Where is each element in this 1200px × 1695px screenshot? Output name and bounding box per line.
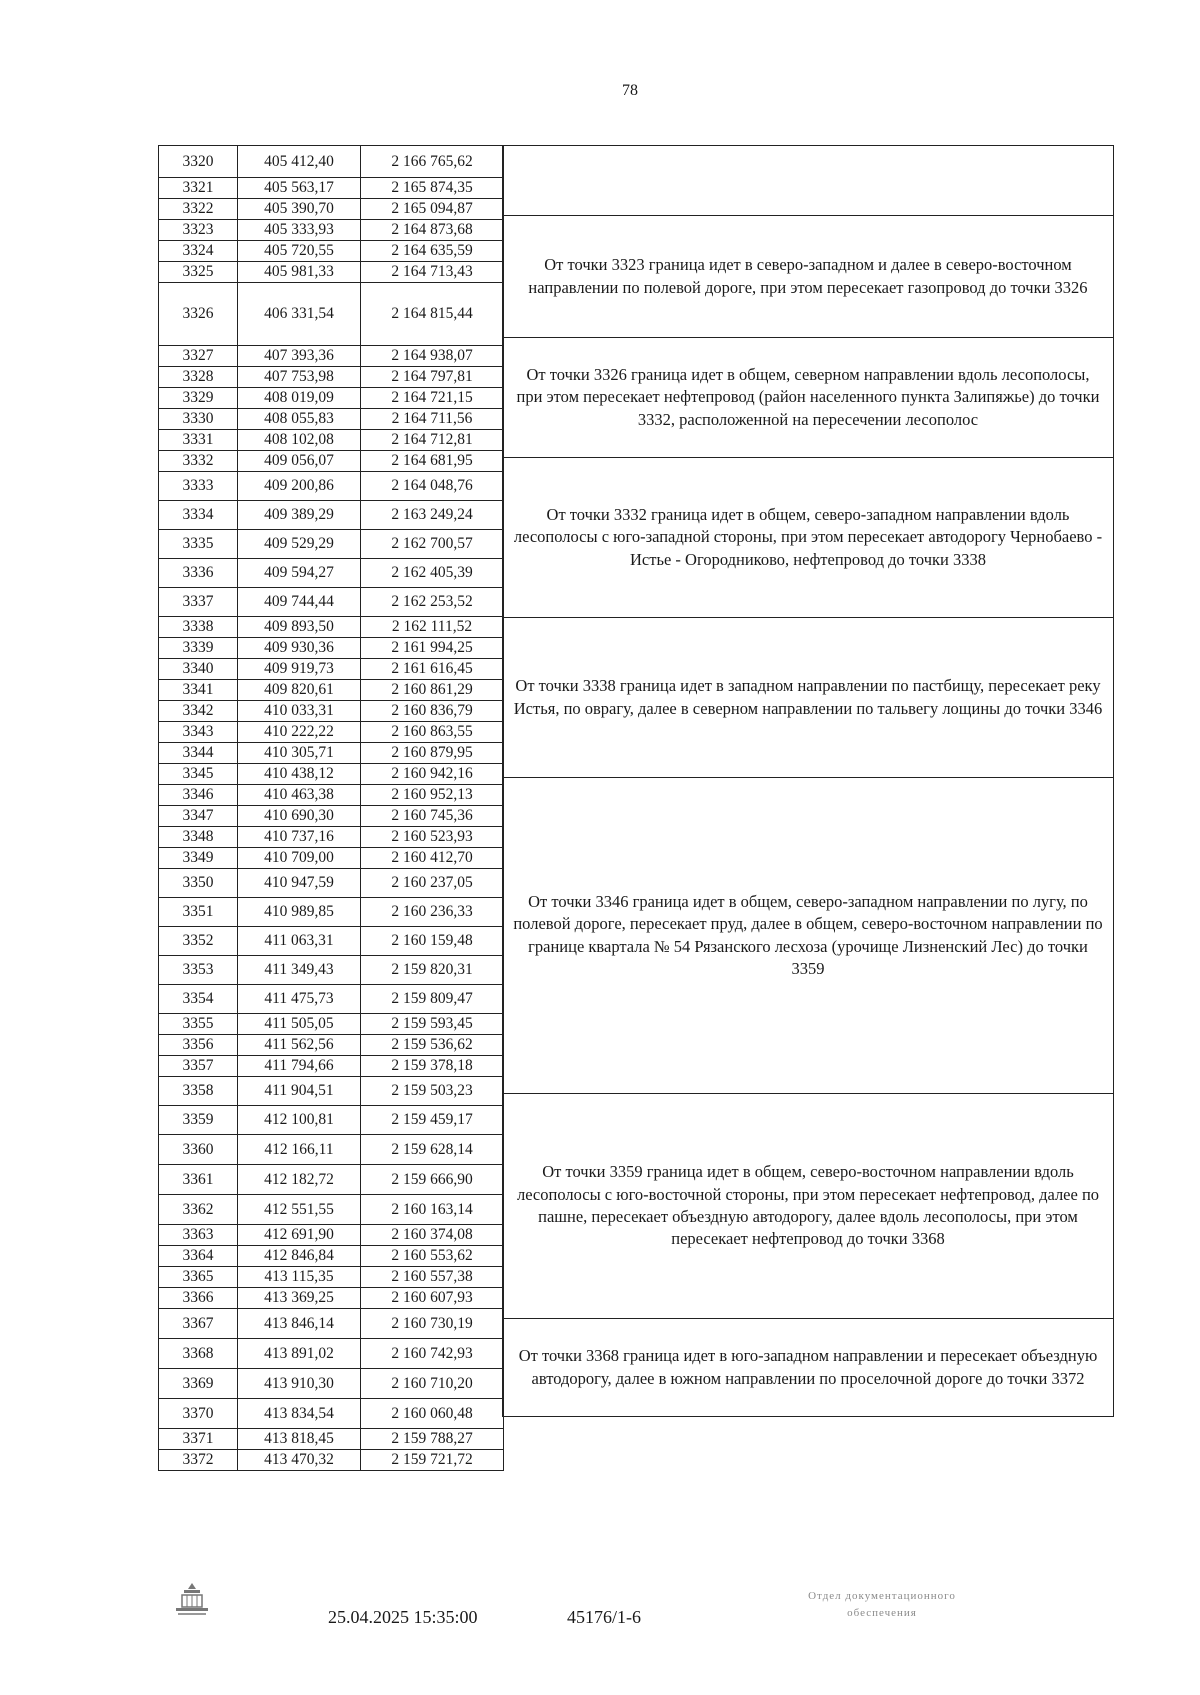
- table-row: [159, 806, 504, 827]
- coordinate-y: 2 164 048,76: [361, 472, 504, 501]
- table-row: [159, 220, 504, 241]
- coordinate-x: 409 200,86: [238, 472, 361, 501]
- table-row: [159, 638, 504, 659]
- point-number: 3366: [159, 1288, 238, 1309]
- table-row: [159, 1165, 504, 1195]
- boundary-description: От точки 3359 граница идет в общем, северо-восточном направлении вдоль лесополосы с юго-восточной стороны, при этом пересекает нефтепровод, далее по пашне, пересекает объездную автодорогу, далее вдоль лесополосы, при этом пересекает нефтепровод до точки 3368: [502, 1094, 1114, 1319]
- point-number: 3326: [159, 283, 238, 346]
- coordinate-y: 2 165 094,87: [361, 199, 504, 220]
- coordinate-x: 410 989,85: [238, 898, 361, 927]
- coordinate-x: 408 019,09: [238, 388, 361, 409]
- coordinate-x: 409 389,29: [238, 501, 361, 530]
- coordinate-x: 410 709,00: [238, 848, 361, 869]
- point-number: 3333: [159, 472, 238, 501]
- point-number: 3359: [159, 1106, 238, 1135]
- coordinate-x: 408 102,08: [238, 430, 361, 451]
- coordinate-y: 2 159 809,47: [361, 985, 504, 1014]
- table-row: [159, 659, 504, 680]
- coordinate-x: 410 305,71: [238, 743, 361, 764]
- table-row: [159, 472, 504, 501]
- coordinate-x: 412 100,81: [238, 1106, 361, 1135]
- page-number: 78: [622, 82, 638, 99]
- coordinate-y: 2 160 236,33: [361, 898, 504, 927]
- point-number: 3351: [159, 898, 238, 927]
- coordinate-x: 413 834,54: [238, 1399, 361, 1429]
- point-number: 3364: [159, 1246, 238, 1267]
- table-row: [159, 199, 504, 220]
- point-number: 3323: [159, 220, 238, 241]
- table-row: [159, 1056, 504, 1077]
- table-row: [159, 898, 504, 927]
- coordinate-x: 413 891,02: [238, 1339, 361, 1369]
- coordinate-x: 409 594,27: [238, 559, 361, 588]
- point-number: 3363: [159, 1225, 238, 1246]
- footer-date: 25.04.2025 15:35:00: [328, 1607, 478, 1627]
- coordinate-x: 410 438,12: [238, 764, 361, 785]
- coordinate-y: 2 161 994,25: [361, 638, 504, 659]
- table-row: [159, 430, 504, 451]
- point-number: 3342: [159, 701, 238, 722]
- coordinate-y: 2 160 879,95: [361, 743, 504, 764]
- coordinate-y: 2 160 523,93: [361, 827, 504, 848]
- point-number: 3372: [159, 1450, 238, 1471]
- table-row: [159, 743, 504, 764]
- point-number: 3369: [159, 1369, 238, 1399]
- point-number: 3322: [159, 199, 238, 220]
- table-row: [159, 701, 504, 722]
- table-row: [159, 956, 504, 985]
- coordinate-y: 2 160 730,19: [361, 1309, 504, 1339]
- point-number: 3368: [159, 1339, 238, 1369]
- point-number: 3335: [159, 530, 238, 559]
- point-number: 3324: [159, 241, 238, 262]
- coordinate-y: 2 161 616,45: [361, 659, 504, 680]
- coordinate-y: 2 160 861,29: [361, 680, 504, 701]
- point-number: 3331: [159, 430, 238, 451]
- coordinate-x: 409 820,61: [238, 680, 361, 701]
- point-number: 3327: [159, 346, 238, 367]
- coordinate-x: 410 033,31: [238, 701, 361, 722]
- coordinate-y: 2 159 503,23: [361, 1077, 504, 1106]
- coordinate-y: 2 159 378,18: [361, 1056, 504, 1077]
- coordinate-y: 2 160 557,38: [361, 1267, 504, 1288]
- boundary-description: От точки 3338 граница идет в западном направлении по пастбищу, пересекает реку Истья, по оврагу, далее в северном направлении по тальвегу лощины до точки 3346: [502, 618, 1114, 778]
- organization-logo-icon: [170, 1580, 214, 1620]
- coordinate-y: 2 159 820,31: [361, 956, 504, 985]
- coordinate-x: 405 390,70: [238, 199, 361, 220]
- coordinate-x: 412 846,84: [238, 1246, 361, 1267]
- coordinate-x: 411 562,56: [238, 1035, 361, 1056]
- table-row: [159, 1225, 504, 1246]
- coordinate-y: 2 159 721,72: [361, 1450, 504, 1471]
- table-row: [159, 1369, 504, 1399]
- coordinate-y: 2 160 060,48: [361, 1399, 504, 1429]
- table-row: [159, 1288, 504, 1309]
- table-row: [159, 559, 504, 588]
- table-row: [159, 1035, 504, 1056]
- coordinate-x: 410 947,59: [238, 869, 361, 898]
- coordinate-x: 410 690,30: [238, 806, 361, 827]
- coordinate-x: 409 056,07: [238, 451, 361, 472]
- point-number: 3349: [159, 848, 238, 869]
- coordinate-x: 405 412,40: [238, 146, 361, 178]
- point-number: 3367: [159, 1309, 238, 1339]
- coordinate-y: 2 165 874,35: [361, 178, 504, 199]
- coordinate-y: 2 160 237,05: [361, 869, 504, 898]
- table-row: [159, 869, 504, 898]
- table-row: [159, 283, 504, 346]
- point-number: 3346: [159, 785, 238, 806]
- coordinate-x: 411 904,51: [238, 1077, 361, 1106]
- table-row: [159, 985, 504, 1014]
- coordinate-y: 2 159 536,62: [361, 1035, 504, 1056]
- point-number: 3336: [159, 559, 238, 588]
- coordinate-y: 2 162 111,52: [361, 617, 504, 638]
- coordinate-y: 2 160 412,70: [361, 848, 504, 869]
- point-number: 3371: [159, 1429, 238, 1450]
- point-number: 3343: [159, 722, 238, 743]
- point-number: 3330: [159, 409, 238, 430]
- table-row: [159, 346, 504, 367]
- coordinate-y: 2 160 163,14: [361, 1195, 504, 1225]
- coordinate-y: 2 159 459,17: [361, 1106, 504, 1135]
- table-row: [159, 1309, 504, 1339]
- coordinate-x: 409 529,29: [238, 530, 361, 559]
- coordinate-y: 2 164 635,59: [361, 241, 504, 262]
- coordinate-y: 2 166 765,62: [361, 146, 504, 178]
- table-row: [159, 785, 504, 806]
- coordinate-x: 413 470,32: [238, 1450, 361, 1471]
- coordinate-y: 2 160 836,79: [361, 701, 504, 722]
- point-number: 3354: [159, 985, 238, 1014]
- point-number: 3365: [159, 1267, 238, 1288]
- coordinate-x: 412 166,11: [238, 1135, 361, 1165]
- point-number: 3356: [159, 1035, 238, 1056]
- boundary-table: [158, 145, 1114, 1565]
- point-number: 3337: [159, 588, 238, 617]
- table-row: [159, 1450, 504, 1471]
- coordinate-x: 407 393,36: [238, 346, 361, 367]
- coordinate-y: 2 164 815,44: [361, 283, 504, 346]
- point-number: 3361: [159, 1165, 238, 1195]
- coordinate-x: 409 930,36: [238, 638, 361, 659]
- coordinate-x: 411 794,66: [238, 1056, 361, 1077]
- table-row: [159, 1267, 504, 1288]
- table-row: [159, 367, 504, 388]
- coordinate-y: 2 164 873,68: [361, 220, 504, 241]
- coordinate-y: 2 159 628,14: [361, 1135, 504, 1165]
- table-row: [159, 927, 504, 956]
- coordinate-x: 406 331,54: [238, 283, 361, 346]
- coordinate-y: 2 159 666,90: [361, 1165, 504, 1195]
- point-number: 3370: [159, 1399, 238, 1429]
- boundary-description: От точки 3346 граница идет в общем, северо-западном направлении по лугу, по полевой дороге, пересекает пруд, далее в общем, северо-восточном направлении по границе квартала № 54 Рязанского лесхоза (урочище Лизненский Лес) до точки 3359: [502, 778, 1114, 1094]
- table-row: [159, 1135, 504, 1165]
- coordinate-y: 2 160 742,93: [361, 1339, 504, 1369]
- coordinate-y: 2 160 942,16: [361, 764, 504, 785]
- coordinate-y: 2 164 712,81: [361, 430, 504, 451]
- table-row: [159, 848, 504, 869]
- coordinate-x: 413 910,30: [238, 1369, 361, 1399]
- coordinate-y: 2 160 553,62: [361, 1246, 504, 1267]
- point-number: 3348: [159, 827, 238, 848]
- table-row: [159, 680, 504, 701]
- coordinate-x: 411 349,43: [238, 956, 361, 985]
- coordinate-y: 2 163 249,24: [361, 501, 504, 530]
- point-number: 3332: [159, 451, 238, 472]
- coordinate-x: 412 182,72: [238, 1165, 361, 1195]
- coordinate-y: 2 162 700,57: [361, 530, 504, 559]
- table-row: [159, 146, 504, 178]
- table-row: [159, 1106, 504, 1135]
- coordinate-y: 2 164 721,15: [361, 388, 504, 409]
- coordinate-y: 2 164 711,56: [361, 409, 504, 430]
- coordinate-x: 408 055,83: [238, 409, 361, 430]
- table-row: [159, 1014, 504, 1035]
- table-row: [159, 1195, 504, 1225]
- coordinate-y: 2 164 681,95: [361, 451, 504, 472]
- point-number: 3344: [159, 743, 238, 764]
- coordinate-y: 2 162 405,39: [361, 559, 504, 588]
- table-row: [159, 262, 504, 283]
- point-number: 3340: [159, 659, 238, 680]
- footer-document-code: 45176/1-6: [567, 1607, 641, 1627]
- table-row: [159, 530, 504, 559]
- coordinate-y: 2 164 938,07: [361, 346, 504, 367]
- coordinates-table: [158, 145, 504, 1471]
- point-number: 3334: [159, 501, 238, 530]
- coordinate-y: 2 160 952,13: [361, 785, 504, 806]
- coordinate-x: 409 744,44: [238, 588, 361, 617]
- coordinate-y: 2 160 159,48: [361, 927, 504, 956]
- point-number: 3328: [159, 367, 238, 388]
- department-stamp: [742, 1588, 1022, 1621]
- description-column: [502, 145, 1114, 1565]
- boundary-description: От точки 3332 граница идет в общем, северо-западном направлении вдоль лесополосы с юго-западной стороны, при этом пересекает автодорогу Чернобаево - Истье - Огородниково, нефтепровод до точки 3338: [502, 458, 1114, 618]
- point-number: 3357: [159, 1056, 238, 1077]
- table-row: [159, 617, 504, 638]
- point-number: 3347: [159, 806, 238, 827]
- coordinate-x: 411 063,31: [238, 927, 361, 956]
- coordinate-x: 405 563,17: [238, 178, 361, 199]
- coordinate-x: 410 463,38: [238, 785, 361, 806]
- table-row: [159, 501, 504, 530]
- coordinate-x: 413 369,25: [238, 1288, 361, 1309]
- coordinate-x: 405 333,93: [238, 220, 361, 241]
- coordinate-y: 2 160 607,93: [361, 1288, 504, 1309]
- table-row: [159, 178, 504, 199]
- table-row: [159, 241, 504, 262]
- point-number: 3329: [159, 388, 238, 409]
- coordinate-y: 2 159 788,27: [361, 1429, 504, 1450]
- point-number: 3338: [159, 617, 238, 638]
- table-row: [159, 827, 504, 848]
- point-number: 3339: [159, 638, 238, 659]
- point-number: 3360: [159, 1135, 238, 1165]
- table-row: [159, 722, 504, 743]
- coordinate-x: 410 222,22: [238, 722, 361, 743]
- coordinate-x: 405 981,33: [238, 262, 361, 283]
- table-row: [159, 764, 504, 785]
- stamp-line-2: обеспечения: [847, 1606, 917, 1619]
- coordinate-x: 412 691,90: [238, 1225, 361, 1246]
- table-row: [159, 451, 504, 472]
- point-number: 3350: [159, 869, 238, 898]
- coordinate-x: 409 893,50: [238, 617, 361, 638]
- point-number: 3362: [159, 1195, 238, 1225]
- table-row: [159, 388, 504, 409]
- table-row: [159, 1339, 504, 1369]
- coordinate-x: 411 505,05: [238, 1014, 361, 1035]
- boundary-description: От точки 3368 граница идет в юго-западном направлении и пересекает объездную автодорогу, далее в южном направлении по проселочной дороге до точки 3372: [502, 1319, 1114, 1417]
- point-number: 3341: [159, 680, 238, 701]
- coordinate-y: 2 159 593,45: [361, 1014, 504, 1035]
- coordinate-y: 2 160 745,36: [361, 806, 504, 827]
- boundary-description: От точки 3326 граница идет в общем, северном направлении вдоль лесополосы, при этом пересекает нефтепровод (район населенного пункта Залипяжье) до точки 3332, расположенной на пересечении лесополос: [502, 338, 1114, 458]
- table-row: [159, 1077, 504, 1106]
- point-number: 3321: [159, 178, 238, 199]
- coordinate-y: 2 164 713,43: [361, 262, 504, 283]
- point-number: 3325: [159, 262, 238, 283]
- coordinate-y: 2 160 710,20: [361, 1369, 504, 1399]
- table-row: [159, 409, 504, 430]
- coordinate-x: 407 753,98: [238, 367, 361, 388]
- point-number: 3355: [159, 1014, 238, 1035]
- point-number: 3358: [159, 1077, 238, 1106]
- boundary-description: От точки 3323 граница идет в северо-западном и далее в северо-восточном направлении по полевой дороге, при этом пересекает газопровод до точки 3326: [502, 216, 1114, 338]
- table-row: [159, 1399, 504, 1429]
- coordinate-y: 2 160 374,08: [361, 1225, 504, 1246]
- coordinate-x: 413 818,45: [238, 1429, 361, 1450]
- coordinate-x: 410 737,16: [238, 827, 361, 848]
- coordinate-y: 2 164 797,81: [361, 367, 504, 388]
- boundary-description: [502, 145, 1114, 216]
- coordinate-x: 413 846,14: [238, 1309, 361, 1339]
- point-number: 3352: [159, 927, 238, 956]
- point-number: 3320: [159, 146, 238, 178]
- coordinate-y: 2 160 863,55: [361, 722, 504, 743]
- stamp-line-1: Отдел документационного: [808, 1590, 956, 1602]
- coordinate-x: 405 720,55: [238, 241, 361, 262]
- table-row: [159, 1246, 504, 1267]
- table-row: [159, 1429, 504, 1450]
- point-number: 3353: [159, 956, 238, 985]
- coordinate-y: 2 162 253,52: [361, 588, 504, 617]
- coordinate-x: 409 919,73: [238, 659, 361, 680]
- point-number: 3345: [159, 764, 238, 785]
- coordinate-x: 413 115,35: [238, 1267, 361, 1288]
- coordinate-x: 411 475,73: [238, 985, 361, 1014]
- table-row: [159, 588, 504, 617]
- coordinate-x: 412 551,55: [238, 1195, 361, 1225]
